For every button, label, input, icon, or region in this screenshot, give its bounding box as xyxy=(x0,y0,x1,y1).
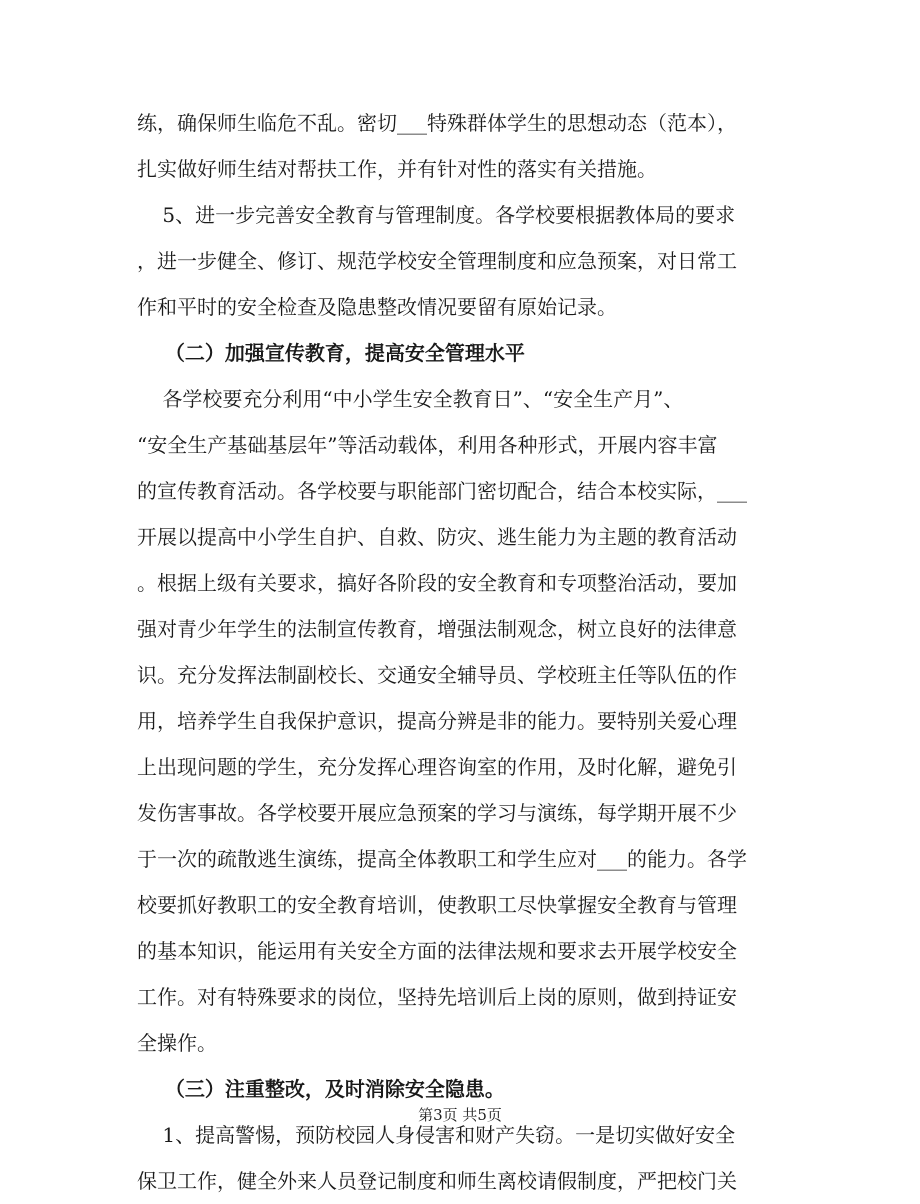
text-line: 的宣传教育活动。各学校要与职能部门密切配合，结合本校实际，___ xyxy=(137,479,747,503)
text-line: 于一次的疏散逃生演练，提高全体教职工和学生应对___的能力。各学 xyxy=(137,847,747,871)
text-line: 。根据上级有关要求，搞好各阶段的安全教育和专项整治活动，要加 xyxy=(137,571,737,595)
text-line: 校要抓好教职工的安全教育培训，使教职工尽快掌握安全教育与管理 xyxy=(137,893,737,917)
text-line: 开展以提高中小学生自护、自救、防灾、逃生能力为主题的教育活动 xyxy=(137,525,737,549)
text-line: 工作。对有特殊要求的岗位，坚持先培训后上岗的原则，做到持证安 xyxy=(137,985,737,1009)
page-number: 第3页 共5页 xyxy=(418,1106,502,1124)
text-line: 的基本知识，能运用有关安全方面的法律法规和要求去开展学校安全 xyxy=(137,939,737,963)
text-line: 上出现问题的学生，充分发挥心理咨询室的作用，及时化解，避免引 xyxy=(137,755,737,779)
text-line: “安全生产基础基层年”等活动载体，利用各种形式，开展内容丰富 xyxy=(137,433,718,457)
text-line: 5、进一步完善安全教育与管理制度。各学校要根据教体局的要求 xyxy=(137,203,736,227)
text-line: 练，确保师生临危不乱。密切___特殊群体学生的思想动态（范本）， xyxy=(137,111,737,135)
document-body xyxy=(137,100,787,1204)
text-line: 识。充分发挥法制副校长、交通安全辅导员、学校班主任等队伍的作 xyxy=(137,663,737,687)
text-line: ，进一步健全、修订、规范学校安全管理制度和应急预案，对日常工 xyxy=(137,249,737,273)
text-line: 用，培养学生自我保护意识，提高分辨是非的能力。要特别关爱心理 xyxy=(137,709,737,733)
text-line: 强对青少年学生的法制宣传教育，增强法制观念，树立良好的法律意 xyxy=(137,617,737,641)
text-line: 发伤害事故。各学校要开展应急预案的学习与演练，每学期开展不少 xyxy=(137,801,737,825)
text-line: 各学校要充分利用“中小学生安全教育日”、“安全生产月”、 xyxy=(137,387,684,411)
text-line: 保卫工作，健全外来人员登记制度和师生离校请假制度，严把校门关 xyxy=(137,1169,737,1193)
section-heading-3: （三）注重整改，及时消除安全隐患。 xyxy=(137,1077,505,1101)
text-line: 作和平时的安全检查及隐患整改情况要留有原始记录。 xyxy=(137,295,617,319)
text-line: 1、提高警惕，预防校园人身侵害和财产失窃。一是切实做好安全 xyxy=(137,1123,736,1147)
text-line: 扎实做好师生结对帮扶工作，并有针对性的落实有关措施。 xyxy=(137,157,657,181)
text-line: 全操作。 xyxy=(137,1031,217,1055)
section-heading-2: （二）加强宣传教育，提高安全管理水平 xyxy=(137,341,525,365)
